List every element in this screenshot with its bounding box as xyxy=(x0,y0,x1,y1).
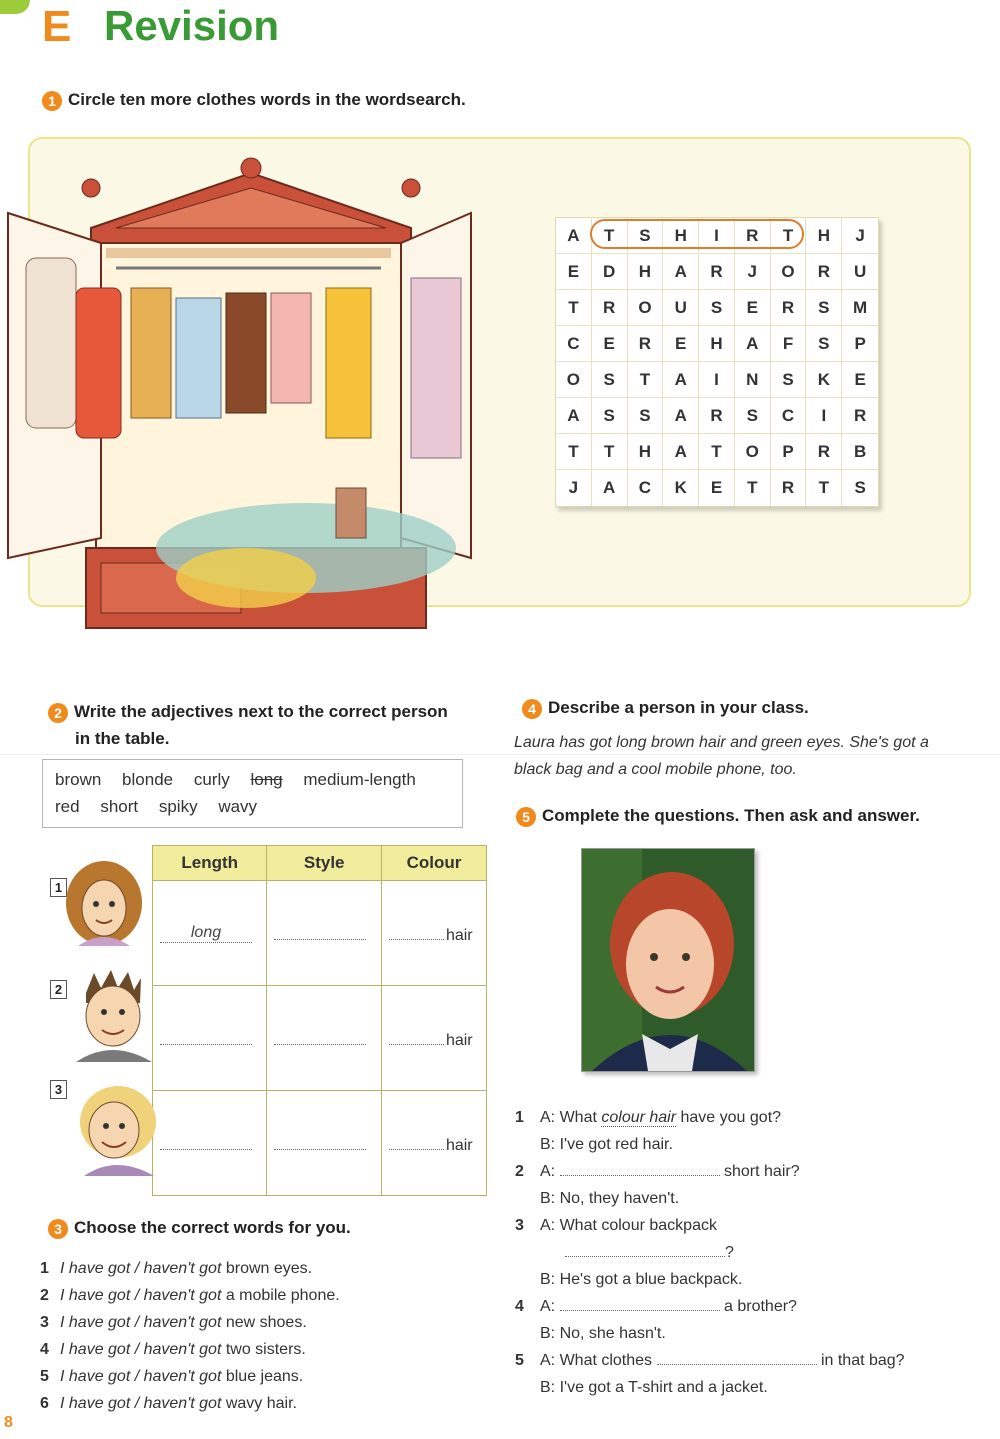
grid-cell[interactable]: T xyxy=(556,290,592,326)
grid-cell[interactable]: E xyxy=(556,254,592,290)
grid-cell[interactable]: O xyxy=(771,254,807,290)
grid-cell[interactable]: R xyxy=(735,218,771,254)
grid-cell[interactable]: S xyxy=(806,326,842,362)
ex5-heading xyxy=(516,806,920,827)
word-blonde: blonde xyxy=(122,770,174,789)
q1-b: B: I've got red hair. xyxy=(540,1136,673,1153)
grid-cell[interactable]: H xyxy=(628,254,664,290)
grid-cell[interactable]: S xyxy=(771,362,807,398)
ex4-example xyxy=(514,729,984,783)
grid-cell[interactable]: E xyxy=(699,470,735,506)
q4-a: 4 A: a brother? xyxy=(515,1293,985,1320)
ex3-instruction: Choose the correct words for you. xyxy=(74,1218,351,1237)
answer-colour-3[interactable] xyxy=(389,1131,444,1150)
wordsearch-grid xyxy=(555,217,879,507)
grid-cell[interactable]: C xyxy=(771,398,807,434)
grid-cell[interactable]: I xyxy=(699,218,735,254)
ex4-instruction: Describe a person in your class. xyxy=(548,698,809,717)
grid-cell[interactable]: T xyxy=(592,218,628,254)
ex1-number: 1 xyxy=(42,91,62,111)
q1-fill: colour hair xyxy=(601,1109,677,1126)
q5-blank[interactable] xyxy=(657,1348,817,1365)
answer-length-1[interactable]: long xyxy=(160,924,252,943)
grid-cell[interactable]: R xyxy=(628,326,664,362)
hair-table-header xyxy=(153,846,487,881)
grid-cell[interactable]: I xyxy=(699,362,735,398)
ex4-number: 4 xyxy=(522,699,542,719)
person-number-2: 2 xyxy=(50,980,67,999)
grid-cell[interactable]: K xyxy=(806,362,842,398)
grid-cell[interactable]: J xyxy=(735,254,771,290)
word-row-1 xyxy=(55,766,450,793)
grid-cell[interactable]: P xyxy=(771,434,807,470)
ex3-number: 3 xyxy=(48,1219,68,1239)
ex1-heading xyxy=(42,90,466,111)
person-number-3: 3 xyxy=(50,1080,67,1099)
page-number: 8 xyxy=(4,1414,13,1431)
grid-cell[interactable]: J xyxy=(556,470,592,506)
grid-cell[interactable]: A xyxy=(663,434,699,470)
grid-cell[interactable]: A xyxy=(556,218,592,254)
ex3-heading xyxy=(48,1218,351,1239)
grid-cell[interactable]: T xyxy=(771,218,807,254)
list-item: 5 I have got / haven't got blue jeans. xyxy=(40,1368,304,1385)
grid-cell[interactable]: S xyxy=(699,290,735,326)
grid-cell[interactable]: A xyxy=(592,470,628,506)
section-letter: E xyxy=(42,2,72,51)
grid-cell[interactable]: A xyxy=(663,398,699,434)
word-short: short xyxy=(100,797,139,816)
grid-cell[interactable]: E xyxy=(592,326,628,362)
grid-cell[interactable]: E xyxy=(842,362,878,398)
q5-a: 5 A: What clothes in that bag? xyxy=(515,1347,985,1374)
grid-cell[interactable]: T xyxy=(735,470,771,506)
hair-label: hair xyxy=(445,1137,473,1154)
answer-colour-1[interactable] xyxy=(389,921,444,940)
list-item: 6 I have got / haven't got wavy hair. xyxy=(40,1395,297,1412)
choice-text[interactable]: I have got / haven't got xyxy=(60,1368,222,1385)
grid-cell[interactable]: K xyxy=(663,470,699,506)
q4-b: B: No, she hasn't. xyxy=(540,1325,666,1342)
list-item: 3 I have got / haven't got new shoes. xyxy=(40,1314,307,1331)
q2-blank[interactable] xyxy=(560,1159,720,1176)
grid-cell[interactable]: S xyxy=(592,398,628,434)
grid-cell[interactable]: O xyxy=(735,434,771,470)
q5-b: B: I've got a T-shirt and a jacket. xyxy=(540,1379,768,1396)
hair-table xyxy=(152,845,487,1196)
grid-cell[interactable]: R xyxy=(771,470,807,506)
word-spiky: spiky xyxy=(158,797,198,816)
grid-cell[interactable]: B xyxy=(842,434,878,470)
col-length: Length xyxy=(153,846,267,881)
choice-text[interactable]: I have got / haven't got xyxy=(60,1314,222,1331)
answer-length-2[interactable] xyxy=(160,1026,252,1045)
answer-length-3[interactable] xyxy=(160,1131,252,1150)
word-curly: curly xyxy=(193,770,230,789)
grid-cell[interactable]: S xyxy=(854,478,866,497)
table-row xyxy=(153,881,487,986)
word-long-struck: long xyxy=(250,770,283,789)
list-item: 2 I have got / haven't got a mobile phone. xyxy=(40,1287,340,1304)
ex1-instruction: Circle ten more clothes words in the wordsearch. xyxy=(68,90,466,109)
ex4-heading xyxy=(522,698,809,719)
grid-cell[interactable]: D xyxy=(592,254,628,290)
grid-cell[interactable]: F xyxy=(771,326,807,362)
ex2-heading xyxy=(48,698,498,752)
col-colour: Colour xyxy=(381,846,486,881)
grid-cell[interactable]: R xyxy=(592,290,628,326)
grid-cell[interactable]: P xyxy=(842,326,878,362)
wordsearch-circle-tshirt xyxy=(590,219,804,249)
list-item: 1 I have got / haven't got brown eyes. xyxy=(40,1260,313,1277)
grid-cell[interactable]: U xyxy=(842,254,878,290)
grid-cell[interactable]: O xyxy=(628,290,664,326)
q1-a: 1 A: What colour hair have you got? xyxy=(515,1109,782,1126)
q3-a-cont: ? xyxy=(515,1239,985,1266)
grid-cell[interactable]: C xyxy=(628,470,664,506)
ex5-questions xyxy=(515,1104,985,1401)
grid-cell[interactable]: E xyxy=(735,290,771,326)
answer-style-2[interactable] xyxy=(274,1026,366,1045)
grid-cell[interactable]: R xyxy=(806,254,842,290)
leaf-decoration xyxy=(0,0,30,14)
person-1-curly-hair xyxy=(58,858,150,952)
grid-cell[interactable]: H xyxy=(628,434,664,470)
grid-cell[interactable]: T xyxy=(628,362,664,398)
grid-cell[interactable]: H xyxy=(806,218,842,254)
q2-a: 2 A: short hair? xyxy=(515,1158,985,1185)
grid-cell[interactable]: A xyxy=(556,398,592,434)
grid-cell[interactable]: S xyxy=(592,362,628,398)
grid-cell[interactable]: S xyxy=(735,398,771,434)
grid-cell[interactable]: N xyxy=(735,362,771,398)
grid-cell[interactable]: R xyxy=(699,398,735,434)
choice-text[interactable]: I have got / haven't got xyxy=(60,1341,222,1358)
grid-cell[interactable]: R xyxy=(771,290,807,326)
grid-cell[interactable]: T xyxy=(556,434,592,470)
hair-label: hair xyxy=(445,927,473,944)
ex5-instruction: Complete the questions. Then ask and answer. xyxy=(542,806,920,825)
grid-cell[interactable]: I xyxy=(806,398,842,434)
choice-text[interactable]: I have got / haven't got xyxy=(60,1395,222,1412)
adjective-word-box xyxy=(42,759,463,828)
answer-colour-2[interactable] xyxy=(389,1026,444,1045)
table-row xyxy=(153,986,487,1091)
ex2-instruction-line2: in the table. xyxy=(75,729,170,748)
grid-cell[interactable]: A xyxy=(663,362,699,398)
grid-cell[interactable]: U xyxy=(663,290,699,326)
grid-cell[interactable]: A xyxy=(735,326,771,362)
word-wavy: wavy xyxy=(218,797,258,816)
grid-cell[interactable]: S xyxy=(628,218,664,254)
table-row xyxy=(153,1091,487,1196)
grid-cell[interactable]: E xyxy=(663,326,699,362)
col-style: Style xyxy=(267,846,381,881)
grid-cell[interactable]: T xyxy=(592,434,628,470)
q2-b: B: No, they haven't. xyxy=(540,1190,680,1207)
grid-cell[interactable]: R xyxy=(842,398,878,434)
grid-cell[interactable]: S xyxy=(628,398,664,434)
grid-cell[interactable]: O xyxy=(556,362,592,398)
girl-photo xyxy=(581,848,755,1072)
person-3-wavy-hair xyxy=(70,1082,162,1176)
hair-label: hair xyxy=(445,1032,473,1049)
q3-blank[interactable] xyxy=(565,1240,725,1257)
grid-cell[interactable]: R xyxy=(699,254,735,290)
ex3-list xyxy=(40,1255,480,1417)
grid-cell[interactable]: H xyxy=(663,218,699,254)
ex2-instruction-line1: Write the adjectives next to the correct person xyxy=(74,702,448,721)
word-brown: brown xyxy=(55,770,102,789)
grid-cell[interactable]: S xyxy=(806,290,842,326)
answer-style-1[interactable] xyxy=(274,921,366,940)
ex2-number: 2 xyxy=(48,703,68,723)
word-red: red xyxy=(55,797,80,816)
q4-blank[interactable] xyxy=(560,1294,720,1311)
word-medium-length: medium-length xyxy=(303,770,416,789)
list-item: 4 I have got / haven't got two sisters. xyxy=(40,1341,306,1358)
page-title: Revision xyxy=(104,2,280,49)
grid-cell[interactable]: C xyxy=(556,326,592,362)
ex5-number: 5 xyxy=(516,807,536,827)
wardrobe-illustration xyxy=(6,148,496,658)
choice-text[interactable]: I have got / haven't got xyxy=(60,1260,222,1277)
word-row-2 xyxy=(55,793,450,820)
grid-cell[interactable]: R xyxy=(806,434,842,470)
ex4-example-line2: black bag and a cool mobile phone, too. xyxy=(514,761,797,778)
person-2-spiky-hair xyxy=(66,968,158,1062)
choice-text[interactable]: I have got / haven't got xyxy=(60,1287,222,1304)
q3-b: B: He's got a blue backpack. xyxy=(540,1271,743,1288)
grid-cell[interactable]: H xyxy=(699,326,735,362)
grid-cell[interactable]: T xyxy=(806,470,842,506)
q3-a: 3 A: What colour backpack xyxy=(515,1217,717,1234)
person-number-1: 1 xyxy=(50,878,67,897)
grid-cell[interactable]: M xyxy=(842,290,878,326)
ex4-example-line1: Laura has got long brown hair and green eyes. She's got a xyxy=(514,734,929,751)
grid-cell[interactable]: T xyxy=(699,434,735,470)
grid-cell[interactable]: J xyxy=(842,218,878,254)
grid-cell[interactable]: A xyxy=(663,254,699,290)
answer-style-3[interactable] xyxy=(274,1131,366,1150)
